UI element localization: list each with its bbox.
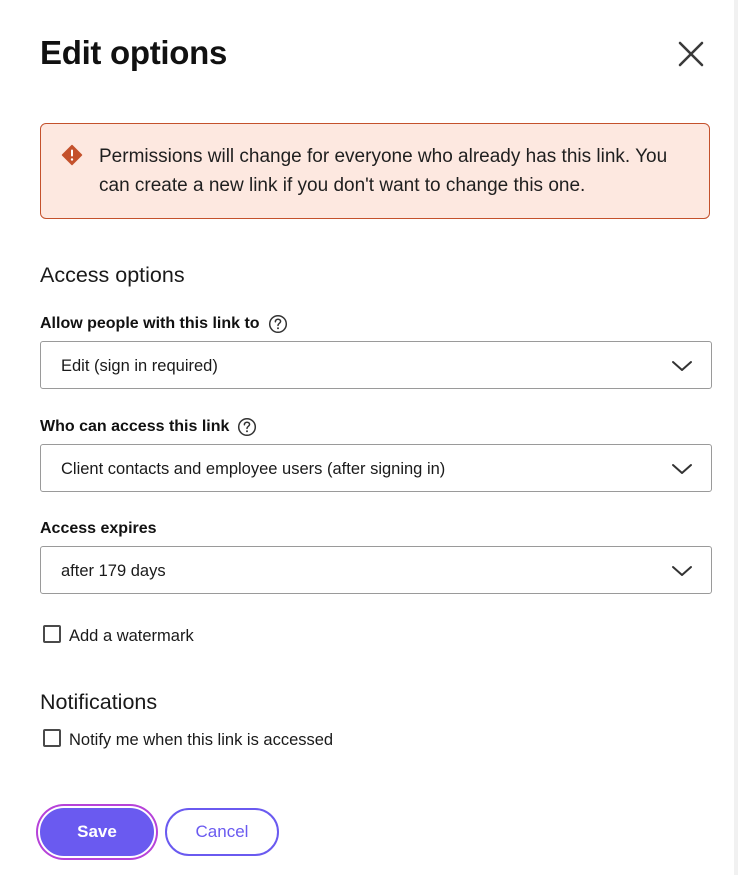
warning-diamond-icon (61, 144, 83, 166)
access-options-heading: Access options (40, 263, 185, 287)
notify-checkbox[interactable] (43, 729, 61, 747)
close-button[interactable] (672, 35, 710, 73)
expires-select[interactable] (40, 546, 712, 594)
help-circle-icon[interactable] (268, 314, 288, 334)
permission-select[interactable] (40, 341, 712, 389)
chevron-down-icon (671, 563, 693, 579)
close-icon (672, 35, 710, 73)
watermark-checkbox-row[interactable] (43, 625, 194, 647)
audience-select-value: Client contacts and employee users (after signing in) (61, 460, 446, 478)
watermark-checkbox[interactable] (43, 625, 61, 643)
watermark-label: Add a watermark (69, 627, 194, 645)
permission-label-text: Allow people with this link to (40, 315, 260, 332)
notifications-heading: Notifications (40, 690, 158, 714)
alert-message: Permissions will change for everyone who already has this link. You can create a new link if you don't want to change this one. (99, 146, 668, 196)
audience-label (40, 416, 257, 438)
expires-label (40, 518, 157, 540)
cancel-button[interactable]: Cancel (165, 808, 279, 856)
page-title: Edit options (40, 34, 228, 71)
panel-edge (734, 0, 738, 875)
permission-select-value: Edit (sign in required) (61, 357, 218, 375)
help-circle-icon[interactable] (237, 417, 257, 437)
audience-select[interactable] (40, 444, 712, 492)
chevron-down-icon (671, 461, 693, 477)
chevron-down-icon (671, 358, 693, 374)
expires-select-value: after 179 days (61, 562, 166, 580)
save-button[interactable]: Save (40, 808, 154, 856)
notify-checkbox-row[interactable] (43, 729, 333, 751)
audience-label-text: Who can access this link (40, 418, 230, 435)
warning-alert (40, 123, 710, 219)
permission-label (40, 313, 288, 335)
expires-label-text: Access expires (40, 520, 157, 537)
notify-label: Notify me when this link is accessed (69, 731, 334, 749)
